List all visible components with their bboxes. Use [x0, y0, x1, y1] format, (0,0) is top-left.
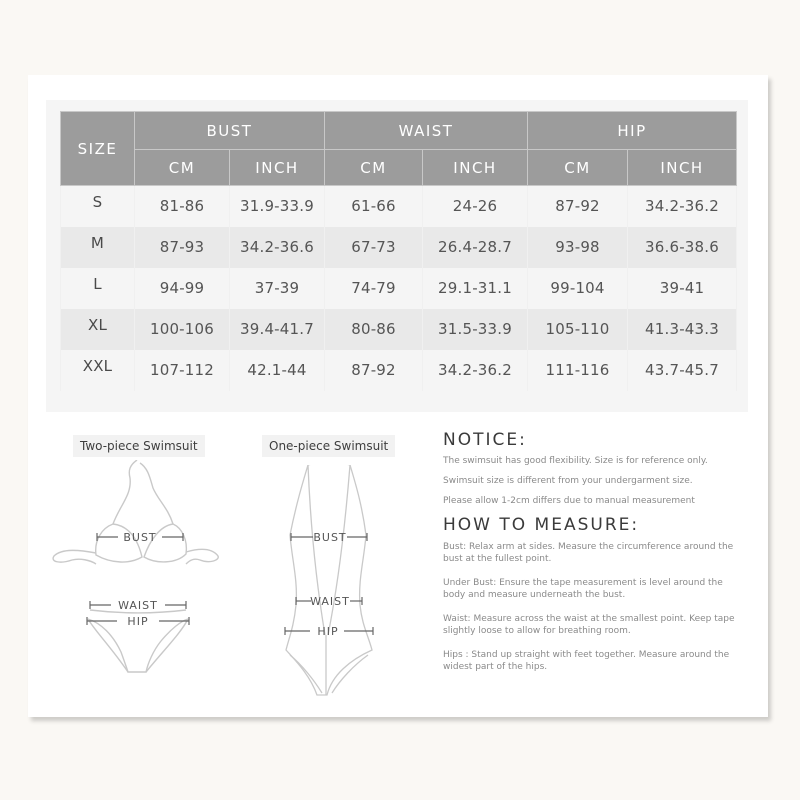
one-piece-bust-label: BUST: [313, 531, 347, 544]
two-piece-bottom-diagram: [83, 597, 193, 687]
size-cell: M: [61, 227, 135, 268]
header-hip-inch: INCH: [628, 150, 737, 186]
measure-waist-instruction: Waist: Measure across the waist at the smallest point. Keep tape slightly loose to allow for breathing room.: [443, 614, 735, 636]
waist-cm-cell: 61-66: [325, 186, 423, 227]
how-to-measure-title: HOW TO MEASURE:: [443, 515, 640, 535]
hip-cm-cell: 93-98: [528, 227, 628, 268]
notice-title: NOTICE:: [443, 430, 527, 450]
waist-inch-cell: 24-26: [423, 186, 528, 227]
measure-bust-instruction: Bust: Relax arm at sides. Measure the circumference around the bust at the fullest point.: [443, 542, 734, 564]
bust-cm-cell: 81-86: [135, 186, 230, 227]
waist-inch-cell: 34.2-36.2: [423, 350, 528, 391]
notice-line: Swimsuit size is different from your undergarment size.: [443, 476, 693, 486]
one-piece-title: One-piece Swimsuit: [262, 435, 395, 457]
bust-inch-cell: 39.4-41.7: [230, 309, 325, 350]
header-hip: HIP: [528, 112, 737, 150]
how-to-measure-section: [443, 515, 743, 673]
waist-cm-cell: 87-92: [325, 350, 423, 391]
one-piece-waist-label: WAIST: [310, 595, 350, 608]
hip-inch-cell: 39-41: [628, 268, 737, 309]
two-piece-hip-label: HIP: [127, 615, 149, 628]
waist-inch-cell: 29.1-31.1: [423, 268, 528, 309]
hip-cm-cell: 87-92: [528, 186, 628, 227]
bust-cm-cell: 87-93: [135, 227, 230, 268]
header-waist: WAIST: [325, 112, 528, 150]
bust-cm-cell: 94-99: [135, 268, 230, 309]
header-bust-cm: CM: [135, 150, 230, 186]
hip-inch-cell: 34.2-36.2: [628, 186, 737, 227]
table-row: [61, 227, 737, 268]
bust-inch-cell: 42.1-44: [230, 350, 325, 391]
hip-cm-cell: 111-116: [528, 350, 628, 391]
header-waist-cm: CM: [325, 150, 423, 186]
size-cell: XL: [61, 309, 135, 350]
notice-line: The swimsuit has good flexibility. Size is for reference only.: [443, 456, 708, 466]
hip-inch-cell: 41.3-43.3: [628, 309, 737, 350]
table-row: [61, 350, 737, 391]
two-piece-title: Two-piece Swimsuit: [73, 435, 205, 457]
waist-cm-cell: 74-79: [325, 268, 423, 309]
waist-inch-cell: 26.4-28.7: [423, 227, 528, 268]
waist-inch-cell: 31.5-33.9: [423, 309, 528, 350]
measure-hips-instruction: Hips : Stand up straight with feet together. Measure around the widest part of the hips.: [443, 650, 730, 672]
bust-cm-cell: 107-112: [135, 350, 230, 391]
hip-cm-cell: 105-110: [528, 309, 628, 350]
measure-underbust-instruction: Under Bust: Ensure the tape measurement is level around the body and measure underneath the bust.: [443, 578, 723, 600]
header-bust-inch: INCH: [230, 150, 325, 186]
size-chart-table: [60, 111, 737, 391]
table-row: [61, 309, 737, 350]
bikini-bottom-icon: [83, 597, 193, 687]
notice-line: Please allow 1-2cm differs due to manual measurement: [443, 496, 695, 506]
one-piece-hip-label: HIP: [317, 625, 339, 638]
hip-cm-cell: 99-104: [528, 268, 628, 309]
one-piece-swimsuit-icon: [280, 465, 385, 765]
two-piece-top-diagram: [50, 460, 220, 570]
header-size: SIZE: [61, 112, 135, 186]
size-chart-card: [28, 75, 768, 717]
table-row: [61, 186, 737, 227]
waist-cm-cell: 67-73: [325, 227, 423, 268]
bust-inch-cell: 31.9-33.9: [230, 186, 325, 227]
waist-cm-cell: 80-86: [325, 309, 423, 350]
bust-inch-cell: 34.2-36.6: [230, 227, 325, 268]
size-cell: XXL: [61, 350, 135, 391]
header-waist-inch: INCH: [423, 150, 528, 186]
two-piece-bust-label: BUST: [123, 531, 157, 544]
bust-cm-cell: 100-106: [135, 309, 230, 350]
header-group-row: [61, 112, 737, 150]
bikini-top-icon: [50, 460, 220, 570]
bust-inch-cell: 37-39: [230, 268, 325, 309]
header-units-row: [61, 150, 737, 186]
notice-section: [443, 430, 743, 685]
table-row: [61, 268, 737, 309]
size-cell: L: [61, 268, 135, 309]
hip-inch-cell: 36.6-38.6: [628, 227, 737, 268]
two-piece-waist-label: WAIST: [118, 599, 158, 612]
hip-inch-cell: 43.7-45.7: [628, 350, 737, 391]
header-hip-cm: CM: [528, 150, 628, 186]
one-piece-diagram: [280, 465, 385, 765]
size-cell: S: [61, 186, 135, 227]
header-bust: BUST: [135, 112, 325, 150]
